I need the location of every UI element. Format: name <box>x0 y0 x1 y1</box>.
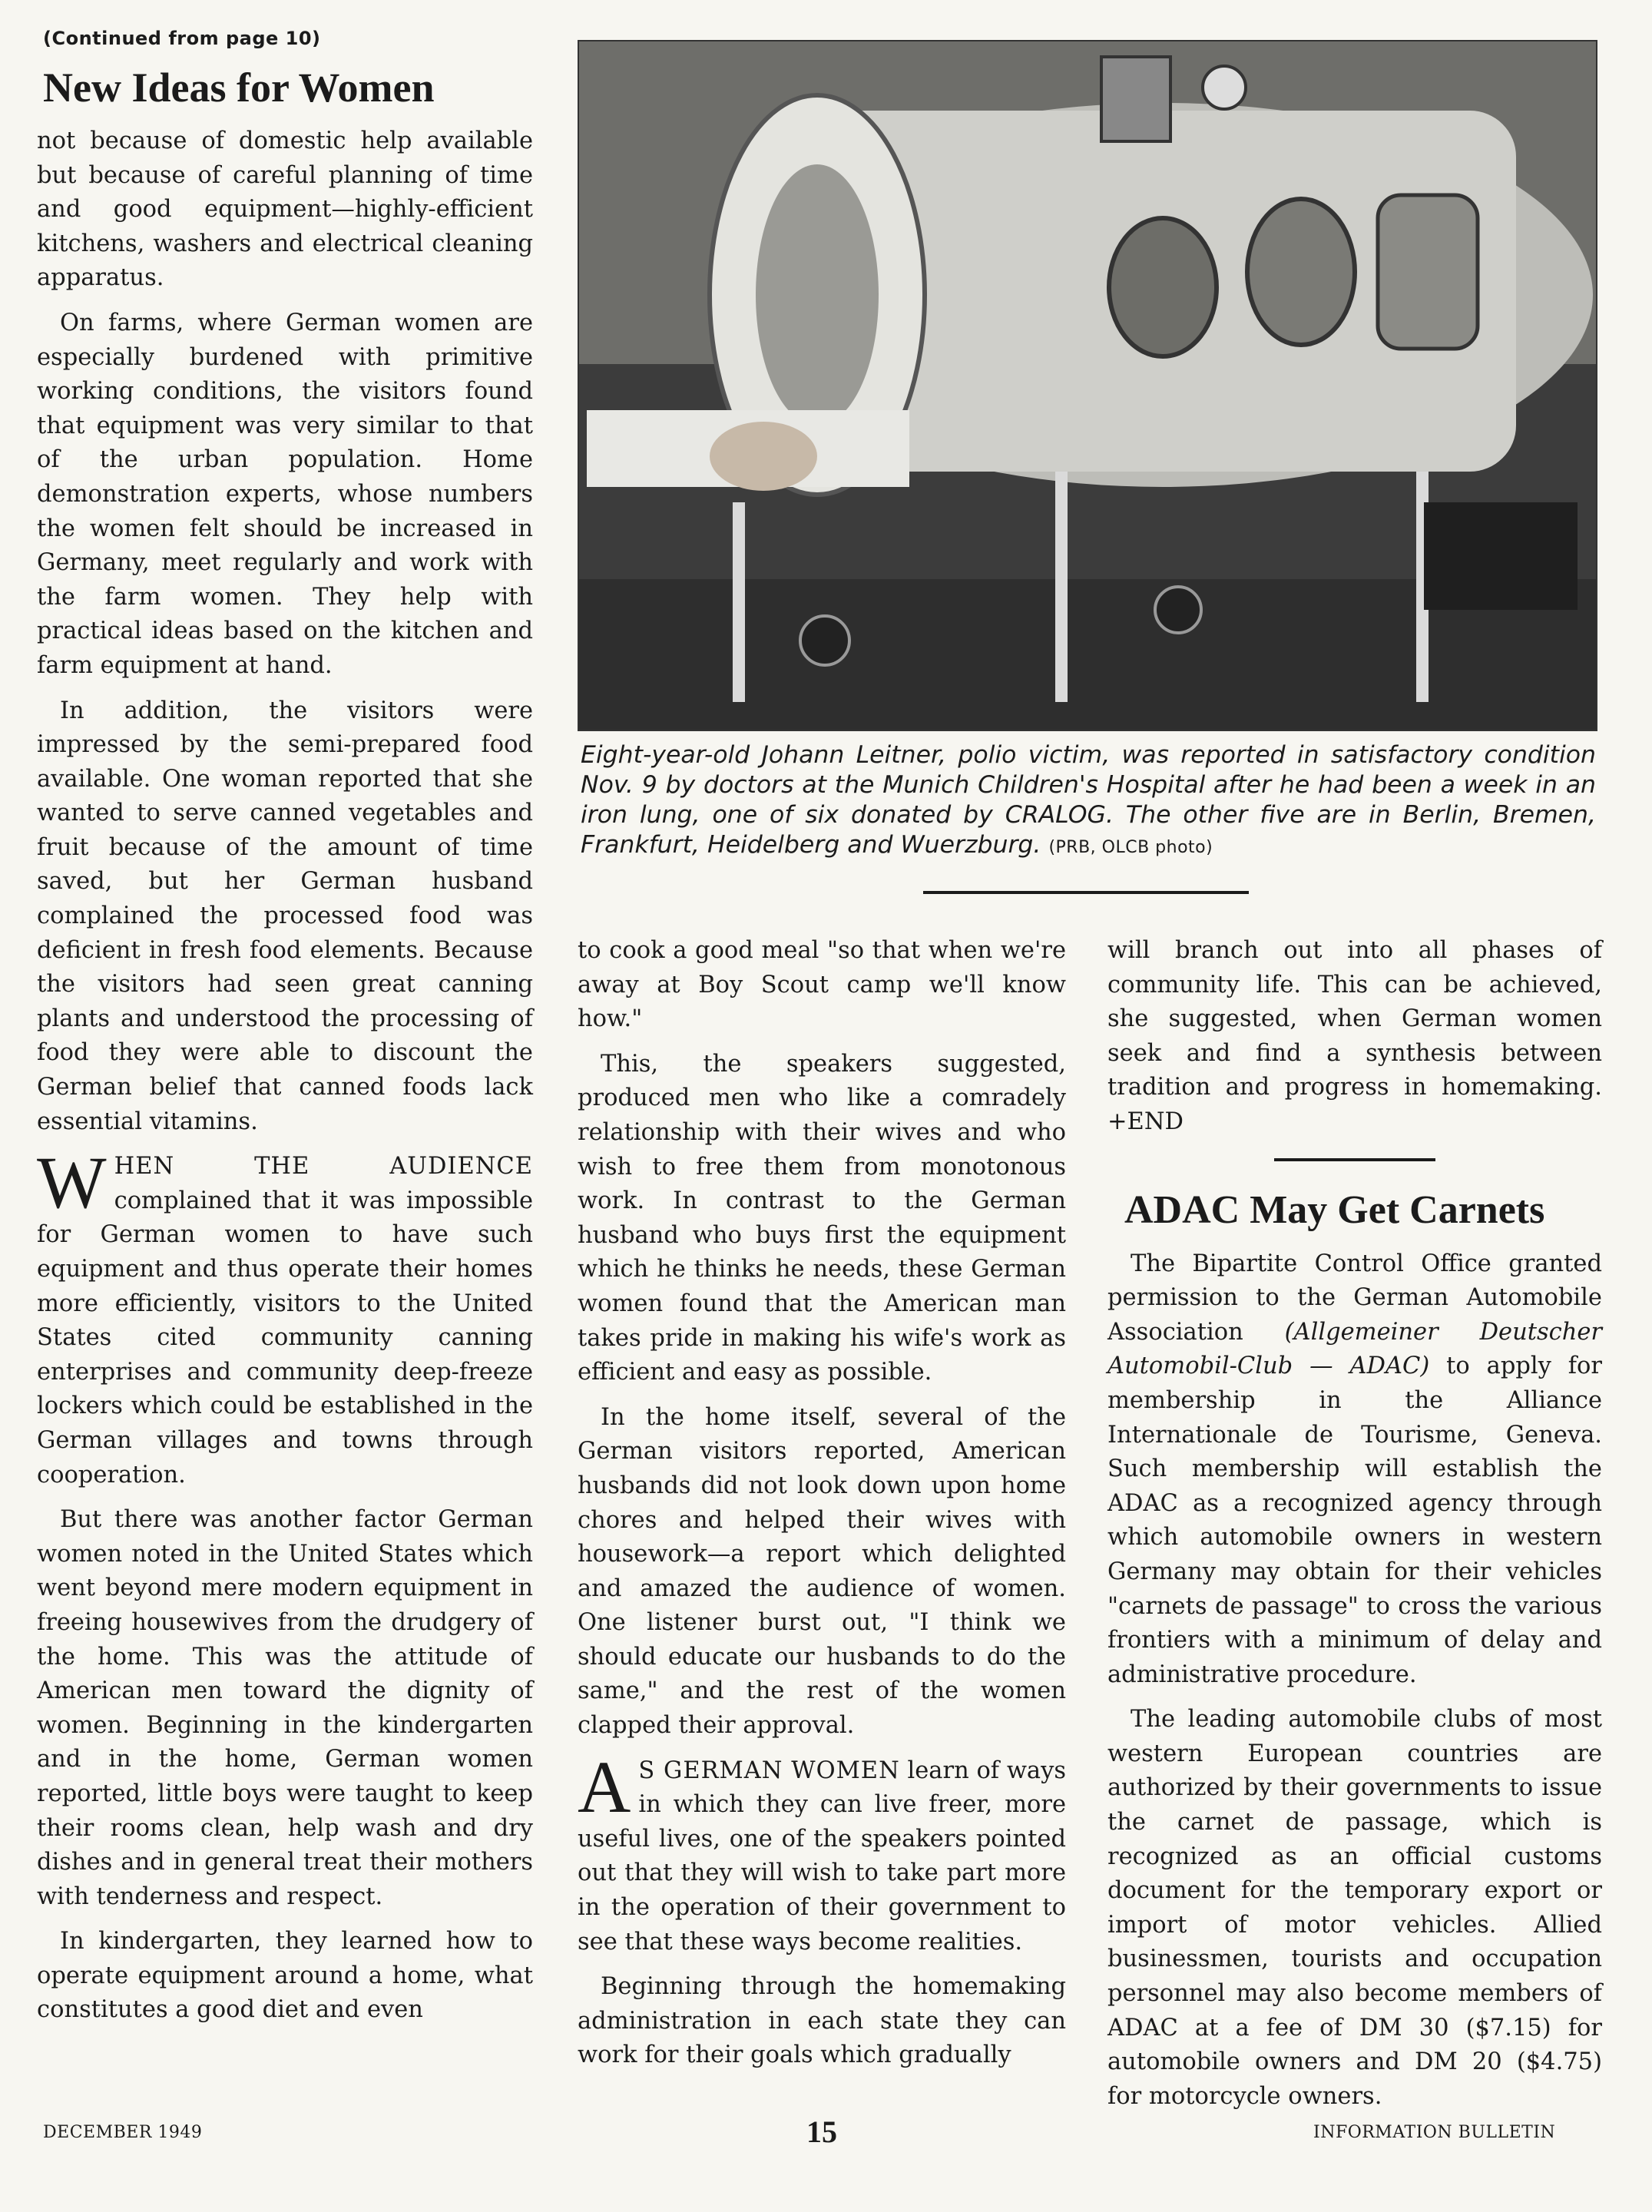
caption-text: Eight-year-old Johann Leitner, polio victim, was reported in satisfactory condition Nov. 9 by doctors at the Munich Children's Hospital after he had been a week in an iron lung, one of six donated by CRALOG. The other five are in Berlin, Bremen, Frankfurt, Heidelberg and Wuerzburg. <box>581 741 1596 859</box>
paragraph-text: complained that it was impossible for German women to have such equipment and thus operate their homes more efficiently, visitors to the United States cited community canning enterprises and community deep-freeze lockers which could be established in the German villages and towns through cooperation. <box>37 1187 533 1488</box>
paragraph <box>1107 1247 1602 1693</box>
drop-cap: W <box>37 1141 107 1224</box>
iron-lung-photo <box>578 40 1597 731</box>
photo-credit: (PRB, OLCB photo) <box>1048 838 1213 857</box>
paragraph: In the home itself, several of the German visitors reported, American husbands did not look down upon home chores and helped their wives with housework—a report which delighted and amazed the audience of women. One listener burst out, "I think we should educate our husbands to do the same," and the rest of the women clapped their approval. <box>578 1403 1066 1740</box>
page-number: 15 <box>806 2114 837 2149</box>
footer-date: DECEMBER 1949 <box>43 2123 203 2142</box>
article-title: New Ideas for Women <box>43 65 435 111</box>
paragraph: On farms, where German women are especially burdened with primitive working conditions, the visitors found that equipment was very similar to that of the urban population. Home demonstration experts, whose numbers the women felt should be increased in Germany, meet regularly and work with the farm women. They help with practical ideas based on the kitchen and farm equipment at hand. <box>37 309 533 679</box>
paragraph: The leading automobile clubs of most western European countries are authorized by their governments to issue the carnet de passage, which is recognized as an official customs document for the temporary export or import of motor vehicles. Allied businessmen, tourists and occupation personnel may also become members of ADAC at a fee of DM 30 ($7.15) for automobile owners and DM 20 ($4.75) for motorcycle owners. <box>1107 1706 1602 2110</box>
italic-name: (Allgemeiner Deutscher Automobil-Club — ADAC) <box>1107 1318 1602 1380</box>
paragraph: not because of domestic help available but because of careful planning of time and good equipment—highly-efficient kitchens, washers and electrical cleaning apparatus. <box>37 127 533 292</box>
section-divider <box>923 891 1249 894</box>
end-mark: +END <box>1107 1108 1184 1135</box>
photo-caption <box>581 740 1596 863</box>
drop-cap: A <box>578 1745 631 1828</box>
paragraph <box>1107 934 1602 1140</box>
paragraph-dropcap <box>578 1745 1066 1960</box>
middle-column <box>578 934 1066 2084</box>
right-column <box>1107 934 1602 2124</box>
paragraph: In addition, the visitors were impressed by the semi-prepared food available. One woman reported that she wanted to serve canned vegetables and fruit because of the amount of time saved, but her German husband complained the processed food was deficient in fresh food elements. Because the visitors had seen great canning plants and understood the processing of food they were able to discount the German belief that canned foods lack essential vitamins. <box>37 697 533 1135</box>
left-column <box>37 124 533 2038</box>
paragraph-dropcap <box>37 1141 533 1492</box>
article-title-2: ADAC May Get Carnets <box>1124 1187 1545 1232</box>
article-divider <box>1274 1158 1435 1161</box>
paragraph-text: The Bipartite Control Office granted permission to the German Automobile Association <box>1107 1250 1602 1346</box>
paragraph: This, the speakers suggested, produced men who like a comradely relationship with their wives and who wish to free them from monotonous work. In contrast to the German husband who buys first the equipment which he thinks he needs, these German women found that the American man takes pride in making his wife's work as efficient and easy as possible. <box>578 1050 1066 1386</box>
paragraph-text: to apply for membership in the Alliance Internationale de Tourisme, Geneva. Such membership will establish the ADAC as a recognized agency through which automobile owners in western Germany may obtain for their vehicles "carnets de passage" to cross the various frontiers with a minimum of delay and administrative procedure. <box>1107 1353 1602 1688</box>
lead-in: HEN THE AUDIENCE <box>114 1153 533 1181</box>
paragraph: But there was another factor German women noted in the United States which went beyond mere modern equipment in freeing housewives from the drudgery of the home. This was the attitude of American men toward the dignity of women. Beginning in the kindergarten and in the home, German women reported, little boys were taught to keep their rooms clean, help wash and dry dishes and in general treat their mothers with tenderness and respect. <box>37 1506 533 1910</box>
lead-in: S GERMAN WOMEN <box>638 1757 900 1784</box>
continued-note: (Continued from page 10) <box>43 28 321 49</box>
paragraph: In kindergarten, they learned how to operate equipment around a home, what constitutes a good diet and even <box>37 1928 533 2024</box>
paragraph-text: learn of ways in which they can live freer, more useful lives, one of the speakers pointed out that they will wish to take part more in the operation of their government to see that these ways become realities. <box>578 1757 1066 1955</box>
paragraph-text: will branch out into all phases of community life. This can be achieved, she suggested, when German women seek and find a synthesis between tradition and progress in homemaking. <box>1107 937 1602 1101</box>
paragraph: Beginning through the homemaking administration in each state they can work for their goals which gradually <box>578 1973 1066 2069</box>
paragraph: to cook a good meal "so that when we're away at Boy Scout camp we'll know how." <box>578 937 1066 1033</box>
footer-publication: INFORMATION BULLETIN <box>1313 2123 1556 2142</box>
photo-illustration <box>579 41 1596 730</box>
